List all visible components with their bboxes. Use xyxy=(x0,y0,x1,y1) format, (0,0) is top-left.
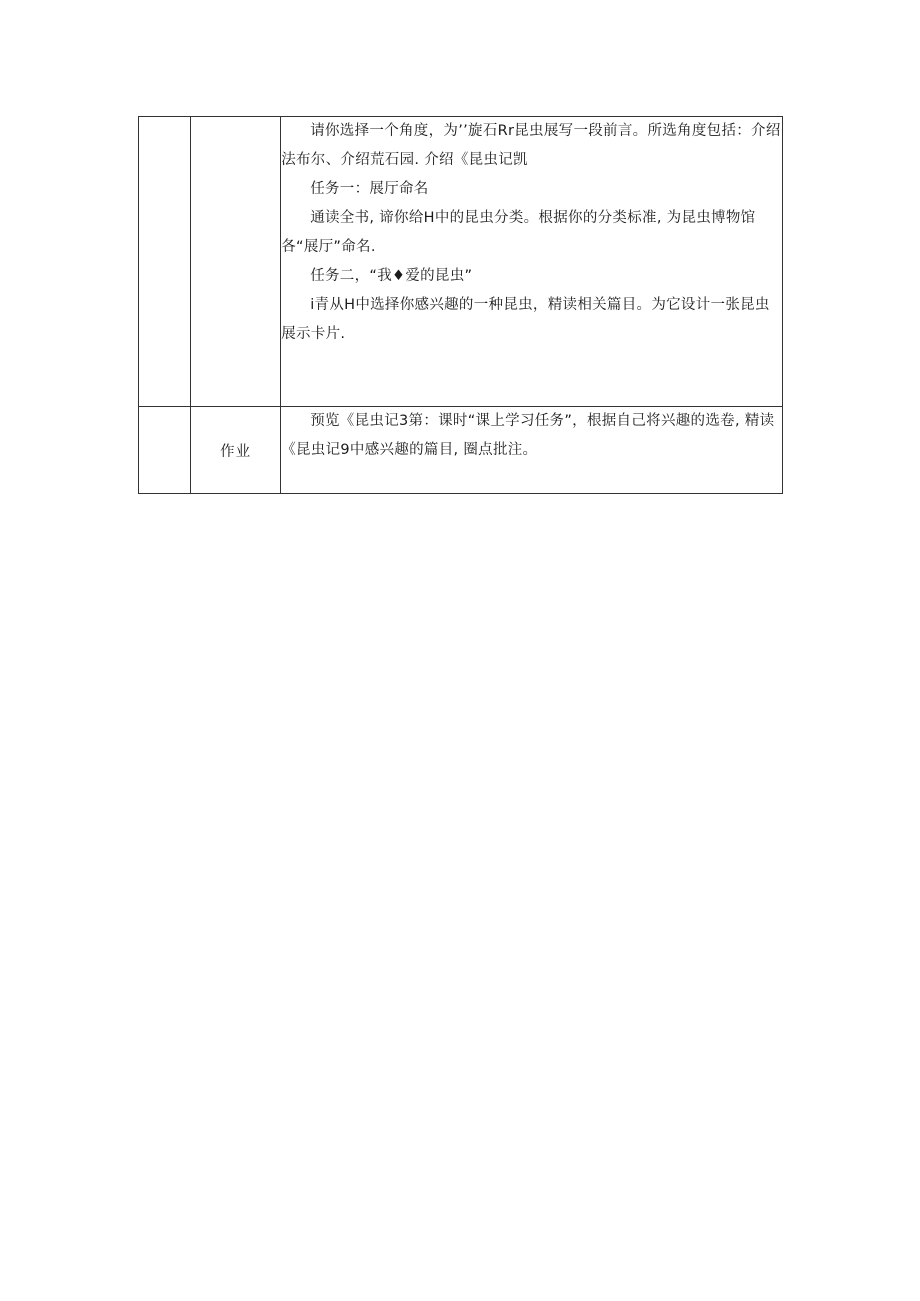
task-one-heading: 任务一：展厅命名 xyxy=(310,181,429,197)
empty-cell xyxy=(139,407,191,494)
homework-content-cell xyxy=(281,407,783,494)
homework-paragraph: 预览《昆虫记3第：课时“课上学习任务”，根据自己将兴趣的选卷, 精读《昆虫记9中感兴趣的篇目, 圈点批注。 xyxy=(281,413,775,458)
preface-task-paragraph: 请你选择一个角度，为’’旋石Rr昆虫展写一段前言。所选角度包括：介绍法布尔、介绍荒石园. 介绍《昆虫记凯 xyxy=(281,123,781,168)
homework-label: 作业 xyxy=(191,407,281,494)
task-two-heading: 任务二，“我♦爱的昆虫” xyxy=(310,268,473,284)
table-row-tasks xyxy=(139,117,783,407)
task-content-cell xyxy=(281,117,783,407)
task-two-paragraph: i青从H中选择你感兴趣的一种昆虫，精读相关篇目。为它设计一张昆虫展示卡片. xyxy=(281,297,770,342)
task-one-paragraph: 通读全书, 谛你给H中的昆虫分类。根据你的分类标准, 为昆虫博物馆各“展厅”命名. xyxy=(281,210,756,255)
table-row-homework xyxy=(139,407,783,494)
lesson-plan-table xyxy=(138,116,783,494)
row-label xyxy=(191,117,281,407)
empty-cell xyxy=(139,117,191,407)
